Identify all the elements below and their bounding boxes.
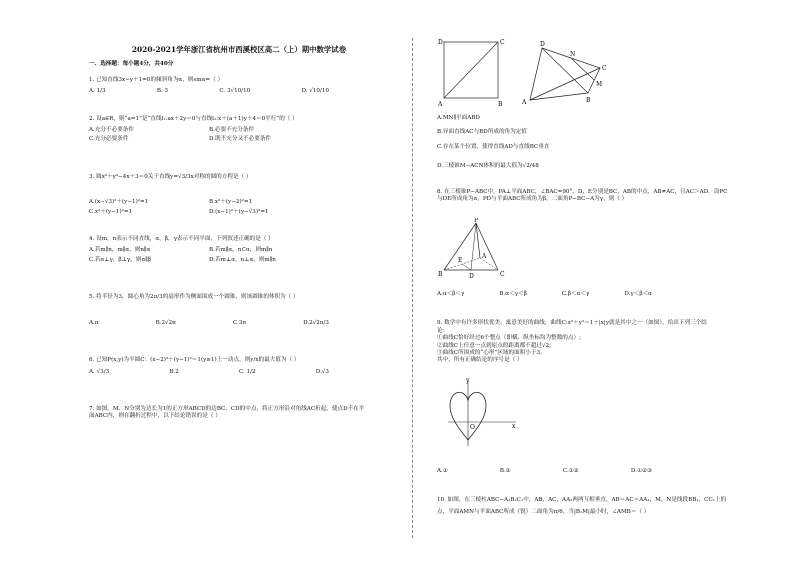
question-3 bbox=[89, 174, 389, 216]
q7-stem-line2: 面ABC内，则在翻折过程中，以下结论错误的是（ ） bbox=[89, 413, 221, 420]
q10-stem-line1: 10. 如图，在三棱柱ABC−A₁B₁C₁中，AB，AC，AA₁两两互相垂直，AB＝AC＝AA₁，M，N是线段BB₁，CC₁上的 bbox=[437, 497, 727, 504]
label-B2: B bbox=[586, 97, 591, 104]
question-7 bbox=[89, 406, 389, 421]
q6-opt-d: D.√3 bbox=[315, 368, 329, 375]
label-D3: D bbox=[469, 273, 474, 280]
q8-stem-line1: 8. 在三棱锥P−ABC中，PA⊥平面ABC，∠BAC=90°，D，E分别是BC，AB的中点，AB≠AC，且AC＞AD．设PC bbox=[437, 188, 728, 195]
q9-stem-line1: 9. 数学中有许多形状优美、寓意美好的曲线，曲线C:x²＋y²＝1＋|x|y就是其中之一（如图），给出下列三个结 bbox=[437, 320, 707, 327]
label-D2: D bbox=[540, 41, 545, 48]
label-A3: A bbox=[482, 253, 487, 260]
q5-stem: 5. 将半径为3，圆心角为2π/3的扇形作为侧面围成一个圆锥，则该圆锥的体积为（ ） bbox=[89, 294, 299, 301]
q8-options bbox=[437, 291, 652, 298]
right-column-lower bbox=[437, 287, 767, 365]
q7-stem-line1: 7. 如图，M、N分别为边长为1的正方形ABCD的边BC、CD的中点，将正方形沿对角线AC折起，使点D不在平 bbox=[89, 405, 365, 412]
q9-heart-figure bbox=[446, 378, 520, 448]
question-6 bbox=[89, 357, 389, 376]
page-title: 2020-2021学年浙江省杭州市西溪校区高二（上）期中数学试卷 bbox=[131, 45, 347, 54]
q8-opt-c: C.β＜α＜γ bbox=[561, 291, 590, 297]
label-O: O bbox=[470, 424, 475, 431]
question-5 bbox=[89, 294, 389, 327]
q2-opt-a: A.充分不必要条件 bbox=[89, 127, 134, 134]
q9-opt-c: C.①② bbox=[562, 468, 579, 474]
q1-opt-c: C. 3√10/10 bbox=[219, 88, 251, 95]
q7-opt-b: B.异面直线AC与BD所成的角为定值 bbox=[437, 129, 527, 136]
q7-opt-c: C.存在某个位置，使得直线AD与直线BC垂直 bbox=[437, 143, 550, 150]
q3-opt-d: D.(x−1)²＋(y−√3)²=1 bbox=[209, 208, 269, 215]
q5-opt-a: A.π bbox=[89, 319, 99, 326]
label-C3: C bbox=[500, 271, 505, 278]
column-divider bbox=[412, 38, 413, 538]
q8-stem-line2: 与DE所成角为α，PD与平面ABC所成角为β，二面角P−BC−A为γ，则（ ） bbox=[437, 196, 628, 203]
q6-stem: 6. 已知P(x,y)为半圆C：(x−2)²＋(y−1)²＝1(y≥1)上一动点，则y/x的最大值为（ ） bbox=[89, 357, 300, 364]
q1-opt-b: B. 3 bbox=[156, 88, 169, 95]
q3-stem: 3. 圆x²＋y²−4x＋3＝0关于直线y=√3/3x对称的圆的方程是（ ） bbox=[89, 173, 252, 180]
label-P: P bbox=[474, 218, 479, 224]
q7-opt-d: D.三棱锥M−ACN体积的最大值为√2/48 bbox=[437, 163, 539, 170]
q7-square-figure bbox=[436, 36, 516, 108]
q2-opt-b: B.必要不充分条件 bbox=[209, 127, 255, 134]
label-A2: A bbox=[522, 99, 527, 106]
q8-opt-d: D.γ＜β＜α bbox=[624, 291, 652, 297]
label-M: M bbox=[596, 81, 603, 88]
q8-opt-b: B.α＜γ＜β bbox=[499, 291, 527, 297]
q6-opt-c: C. 1/2 bbox=[238, 368, 256, 375]
q9-opt-a: A.① bbox=[437, 468, 448, 474]
q9-opt-b: B.② bbox=[499, 468, 511, 474]
q7-folded-figure bbox=[520, 38, 615, 108]
q3-opt-b: B.x²＋(y−2)²=1 bbox=[209, 199, 253, 206]
q2-opt-d: D.既不充分又不必要条件 bbox=[209, 136, 272, 143]
q7-opt-a: A.MN∥平面ABD bbox=[437, 115, 480, 121]
label-x: x bbox=[512, 423, 516, 430]
q5-opt-d: D.2√2π/3 bbox=[303, 319, 329, 326]
q9-options bbox=[437, 468, 652, 475]
q9-conclusion-2: ②曲线C上任意一点到原点的距离都不超过√2; bbox=[437, 342, 551, 349]
q9-stem-line2: 论： bbox=[437, 327, 449, 334]
q9-conclusion-3: ③曲线C所围成的“心形”区域的面积小于3。 bbox=[437, 350, 546, 357]
right-column-bottom bbox=[437, 464, 767, 516]
q9-ask: 其中，所有正确结论的序号是（ ） bbox=[437, 357, 523, 364]
q4-opt-c: C.若α⊥γ，β⊥γ，则α∥β bbox=[89, 256, 152, 263]
q1-opt-a: A. 1/3 bbox=[89, 88, 106, 95]
q4-stem: 4. 设m，n表示不同直线，α，β，γ表示不同平面，下列叙述正确的是（ ） bbox=[89, 236, 274, 243]
section-heading: 一、选择题：每小题4分，共40分 bbox=[89, 61, 174, 68]
q5-opt-b: B.2√2π bbox=[155, 319, 176, 326]
q4-opt-a: A.若m∥n，m∥α，则n∥α bbox=[89, 247, 151, 254]
q6-opt-a: A. √3/3 bbox=[89, 368, 110, 375]
q4-opt-b: B.若m∥α，n⊂α，则m∥n bbox=[209, 247, 273, 254]
q3-opt-c: C.x²＋(y−1)²=1 bbox=[89, 208, 133, 215]
q9-opt-d: D.①②③ bbox=[630, 468, 652, 474]
q9-conclusion-1: ①曲线C恰好经过6个整点（即横、纵坐标均为整数的点）; bbox=[437, 335, 581, 342]
label-y: y bbox=[466, 378, 470, 384]
q4-opt-d: D.若m⊥α，n⊥α，则m∥n bbox=[209, 256, 276, 263]
right-column bbox=[437, 115, 767, 203]
q1-opt-d: D. √10/10 bbox=[301, 88, 329, 95]
q1-stem: 1. 已知直线3x−y＋1=0的倾斜角为α，则sinα=（ ） bbox=[89, 76, 224, 83]
label-B: B bbox=[498, 101, 503, 108]
label-E: E bbox=[458, 257, 463, 264]
q5-opt-c: C.3π bbox=[232, 319, 247, 326]
question-2 bbox=[89, 116, 389, 144]
label-C: C bbox=[500, 39, 505, 46]
q2-stem: 2. 设a∈R，则“a=1”是“直线l₁:ax＋2y＝0与直线l₂:x＋(a＋1)y＋4＝0平行”的（ ） bbox=[89, 115, 298, 122]
left-column bbox=[89, 40, 389, 427]
question-1 bbox=[89, 77, 389, 96]
question-4 bbox=[89, 236, 389, 264]
label-B3: B bbox=[438, 271, 443, 278]
square-diagonal bbox=[444, 42, 498, 98]
q6-opt-b: B.2 bbox=[169, 368, 179, 375]
q3-opt-a: A.(x−√3)²＋(y−1)²=1 bbox=[89, 199, 149, 206]
label-A: A bbox=[438, 101, 443, 108]
label-C2: C bbox=[602, 65, 607, 72]
q8-tetrahedron-figure bbox=[436, 218, 516, 280]
q10-stem-line2: 点，平面AMN与平面ABC所成（锐）二面角为π/6，当|B₁M|最小时，∠AMB＝（ ） bbox=[437, 508, 650, 515]
q2-opt-c: C.充分必要条件 bbox=[89, 136, 129, 143]
label-D: D bbox=[438, 39, 443, 46]
label-N: N bbox=[570, 51, 576, 58]
q8-opt-a: A.α＜β＜γ bbox=[437, 291, 465, 297]
